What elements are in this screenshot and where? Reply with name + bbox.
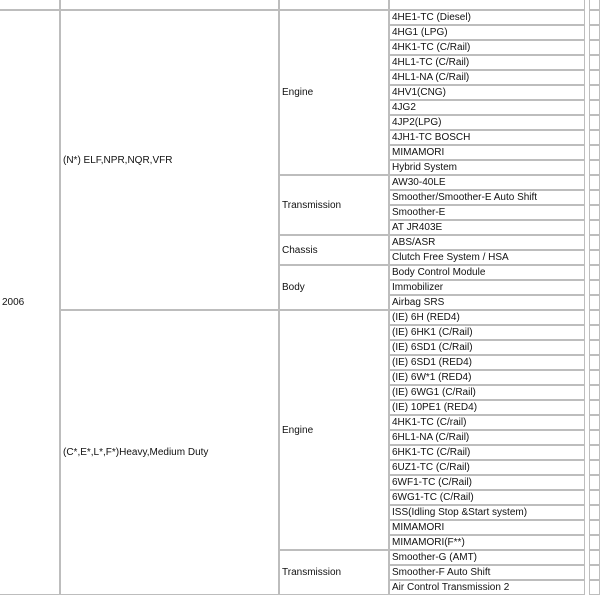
component-extra-cell [589, 115, 600, 130]
component-item: 4HL1-TC (C/Rail) [389, 55, 585, 70]
component-item: Smoother-G (AMT) [389, 550, 585, 565]
component-item: 6HK1-TC (C/Rail) [389, 445, 585, 460]
component-extra-cell [589, 490, 600, 505]
component-extra-cell [589, 130, 600, 145]
component-item: (IE) 10PE1 (RED4) [389, 400, 585, 415]
component-item: Immobilizer [389, 280, 585, 295]
component-extra-cell [589, 235, 600, 250]
component-item: (IE) 6SD1 (RED4) [389, 355, 585, 370]
category-label: Body [279, 265, 389, 310]
component-extra-cell [589, 265, 600, 280]
component-extra-cell [589, 220, 600, 235]
component-item: 6HL1-NA (C/Rail) [389, 430, 585, 445]
component-item: (IE) 6SD1 (C/Rail) [389, 340, 585, 355]
component-extra-cell [589, 460, 600, 475]
category-label: Transmission [279, 550, 389, 595]
component-extra-cell [589, 190, 600, 205]
component-item: 6WG1-TC (C/Rail) [389, 490, 585, 505]
component-extra-cell [589, 340, 600, 355]
component-extra-cell [589, 370, 600, 385]
table-edge-cell [589, 0, 600, 10]
component-extra-cell [589, 280, 600, 295]
component-item: ABS/ASR [389, 235, 585, 250]
component-extra-cell [589, 430, 600, 445]
component-extra-cell [589, 445, 600, 460]
component-extra-cell [589, 10, 600, 25]
component-item: (IE) 6WG1 (C/Rail) [389, 385, 585, 400]
component-extra-cell [589, 70, 600, 85]
component-extra-cell [589, 385, 600, 400]
component-extra-cell [589, 205, 600, 220]
component-extra-cell [589, 250, 600, 265]
component-item: Smoother/Smoother-E Auto Shift [389, 190, 585, 205]
component-item: MIMAMORI(F**) [389, 535, 585, 550]
component-extra-cell [589, 580, 600, 595]
component-extra-cell [589, 85, 600, 100]
component-item: MIMAMORI [389, 520, 585, 535]
component-extra-cell [589, 505, 600, 520]
category-label: Chassis [279, 235, 389, 265]
component-item: 4JH1-TC BOSCH [389, 130, 585, 145]
table-edge-cell [279, 0, 389, 10]
component-extra-cell [589, 55, 600, 70]
component-extra-cell [589, 295, 600, 310]
component-item: (IE) 6W*1 (RED4) [389, 370, 585, 385]
table-edge-cell [60, 0, 279, 10]
category-label: Engine [279, 10, 389, 175]
component-extra-cell [589, 40, 600, 55]
component-extra-cell [589, 520, 600, 535]
component-item: (IE) 6HK1 (C/Rail) [389, 325, 585, 340]
component-item: AT JR403E [389, 220, 585, 235]
component-item: (IE) 6H (RED4) [389, 310, 585, 325]
component-item: Body Control Module [389, 265, 585, 280]
component-extra-cell [589, 100, 600, 115]
component-item: Hybrid System [389, 160, 585, 175]
component-item: Air Control Transmission 2 [389, 580, 585, 595]
component-item: Airbag SRS [389, 295, 585, 310]
component-item: 4HE1-TC (Diesel) [389, 10, 585, 25]
component-extra-cell [589, 535, 600, 550]
year-label: 2006 [0, 10, 60, 595]
component-extra-cell [589, 310, 600, 325]
model-label: (C*,E*,L*,F*)Heavy,Medium Duty [60, 310, 279, 595]
component-item: 4JG2 [389, 100, 585, 115]
component-extra-cell [589, 565, 600, 580]
component-item: AW30-40LE [389, 175, 585, 190]
category-label: Engine [279, 310, 389, 550]
component-extra-cell [589, 160, 600, 175]
table-edge-cell [389, 0, 585, 10]
component-item: 4HK1-TC (C/Rail) [389, 40, 585, 55]
component-extra-cell [589, 325, 600, 340]
component-item: 4HK1-TC (C/rail) [389, 415, 585, 430]
table-edge-cell [0, 0, 60, 10]
component-extra-cell [589, 550, 600, 565]
component-item: Smoother-F Auto Shift [389, 565, 585, 580]
component-item: 4HL1-NA (C/Rail) [389, 70, 585, 85]
component-item: 6UZ1-TC (C/Rail) [389, 460, 585, 475]
component-extra-cell [589, 415, 600, 430]
component-item: MIMAMORI [389, 145, 585, 160]
component-item: 4HV1(CNG) [389, 85, 585, 100]
component-extra-cell [589, 400, 600, 415]
category-label: Transmission [279, 175, 389, 235]
component-extra-cell [589, 475, 600, 490]
component-item: Clutch Free System / HSA [389, 250, 585, 265]
model-label: (N*) ELF,NPR,NQR,VFR [60, 10, 279, 310]
component-extra-cell [589, 355, 600, 370]
component-extra-cell [589, 175, 600, 190]
component-item: 4JP2(LPG) [389, 115, 585, 130]
component-item: Smoother-E [389, 205, 585, 220]
component-extra-cell [589, 145, 600, 160]
component-item: 4HG1 (LPG) [389, 25, 585, 40]
component-item: ISS(Idling Stop &Start system) [389, 505, 585, 520]
component-extra-cell [589, 25, 600, 40]
component-item: 6WF1-TC (C/Rail) [389, 475, 585, 490]
